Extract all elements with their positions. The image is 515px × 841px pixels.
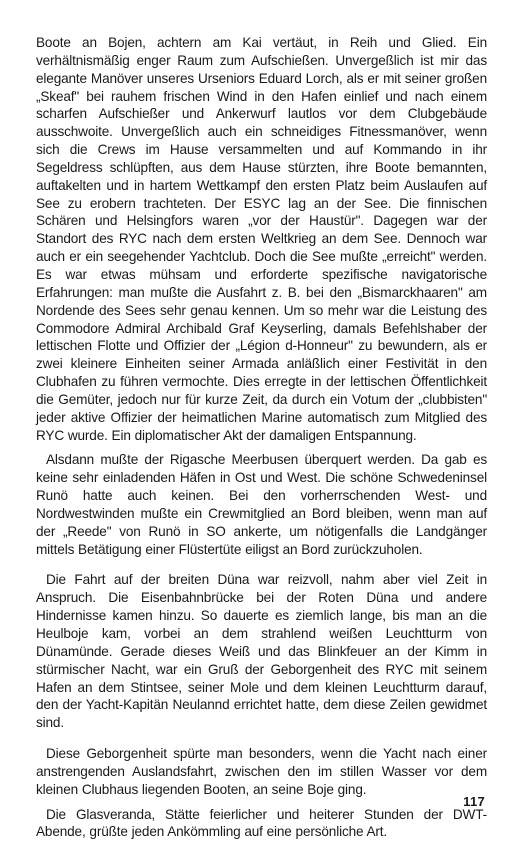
paragraph-4: Diese Geborgenheit spürte man besonders, wenn die Yacht nach einer anstrengenden Auslandsfahrt, zwischen den im stillen Wasser vor dem kleinen Clubhaus liegenden Booten, an seine Boje ging. — [36, 746, 487, 797]
paragraph-3: Die Fahrt auf der breiten Düna war reizvoll, nahm aber viel Zeit in Anspruch. Die Eisenbahnbrücke bei der Roten Düna und andere Hindernisse kamen hinzu. So dauerte es ziemlich lange, bis man an die Heulboje kam, vorbei an dem strahlend weißen Leuchtturm von Dünamünde. Gerade dieses Weiß und das Blinkfeuer an der Kimm in stürmischer Nacht, war ein Gruß der Geborgenheit des RYC mit seinem Hafen an dem Stintsee, seiner Mole und dem kleinen Leuchtturm darauf, den der Yacht-Kapitän Neulannd errichtet hatte, dem diese Zeilen gewidmet sind. — [36, 572, 487, 731]
paragraph-2: Alsdann mußte der Rigasche Meerbusen überquert werden. Da gab es keine sehr einladenden Häfen in Ost und West. Die schöne Schwedeninsel Runö hatte auch keinen. Bei den vorherrschenden West- und Nordwestwinden mußte ein Crewmitglied an Bord bleiben, wenn man auf der „Reede" von Runö in SO ankerte, um nötigenfalls die Landgänger mittels Betätigung einer Flüstertüte eiligst an Bord zurückzuholen. — [36, 452, 487, 557]
paragraph-1: Boote an Bojen, achtern am Kai vertäut, in Reih und Glied. Ein verhältnismäßig enger Raum zum Aufschießen. Unvergeßlich ist mir das elegante Manöver unseres Urseniors Eduard Lorch, als er mit seiner großen „Skeaf" bei rauhem frischen Wind in den Hafen einlief und nach einem scharfen Aufschießer und Ankerwurf lautlos vor dem Clubgebäude ausschwoite. Unvergeßlich auch ein schneidiges Fitnessmanöver, wenn sich die Crews im Hause versammelten und auf Kommando in ihr Segeldress schlüpften, aus dem Hause stürzten, ihre Boote bemannten, auftakelten und in hartem Wettkampf den ersten Platz beim Auslaufen auf See zu erobern trachteten. Der ESYC lag an der See. Die finnischen Schären und Helsingfors waren „vor der Haustür". Dagegen war der Standort des RYC nach dem ersten Weltkrieg an dem See. Dennoch war auch er ein seegehender Yachtclub. Doch die See mußte „erreicht" werden. Es war etwas mühsam und erforderte spezifische navigatorische Erfahrungen: man mußte die Ausfahrt z. B. bei den „Bismarckhaaren" am Nordende des Sees sehr genau kennen. Um so mehr war die Leistung des Commodore Admiral Archibald Graf Keyserling, damals Befehlshaber der lettischen Flotte und Offizier der „Légion d-Honneur" zu bewundern, als er zwei kleinere Einheiten seiner Armada anläßlich einer Festivität in den Clubhafen zu führen vermochte. Dies erregte in der lettischen Öffentlichkeit die Gemüter, jedoch nur für kurze Zeit, da durch ein Votum der „clubbisten" jeder aktive Offizier der heimatlichen Marine automatisch zum Mitglied des RYC wurde. Ein diplomatischer Akt der damaligen Entspannung. — [36, 35, 487, 443]
page-body — [36, 34, 487, 841]
page-number: 117 — [463, 794, 485, 809]
paragraph-5: Die Glasveranda, Stätte feierlicher und heiterer Stunden der DWT-Abende, grüßte jeden Ankömmling auf eine persönliche Art. — [36, 806, 487, 840]
